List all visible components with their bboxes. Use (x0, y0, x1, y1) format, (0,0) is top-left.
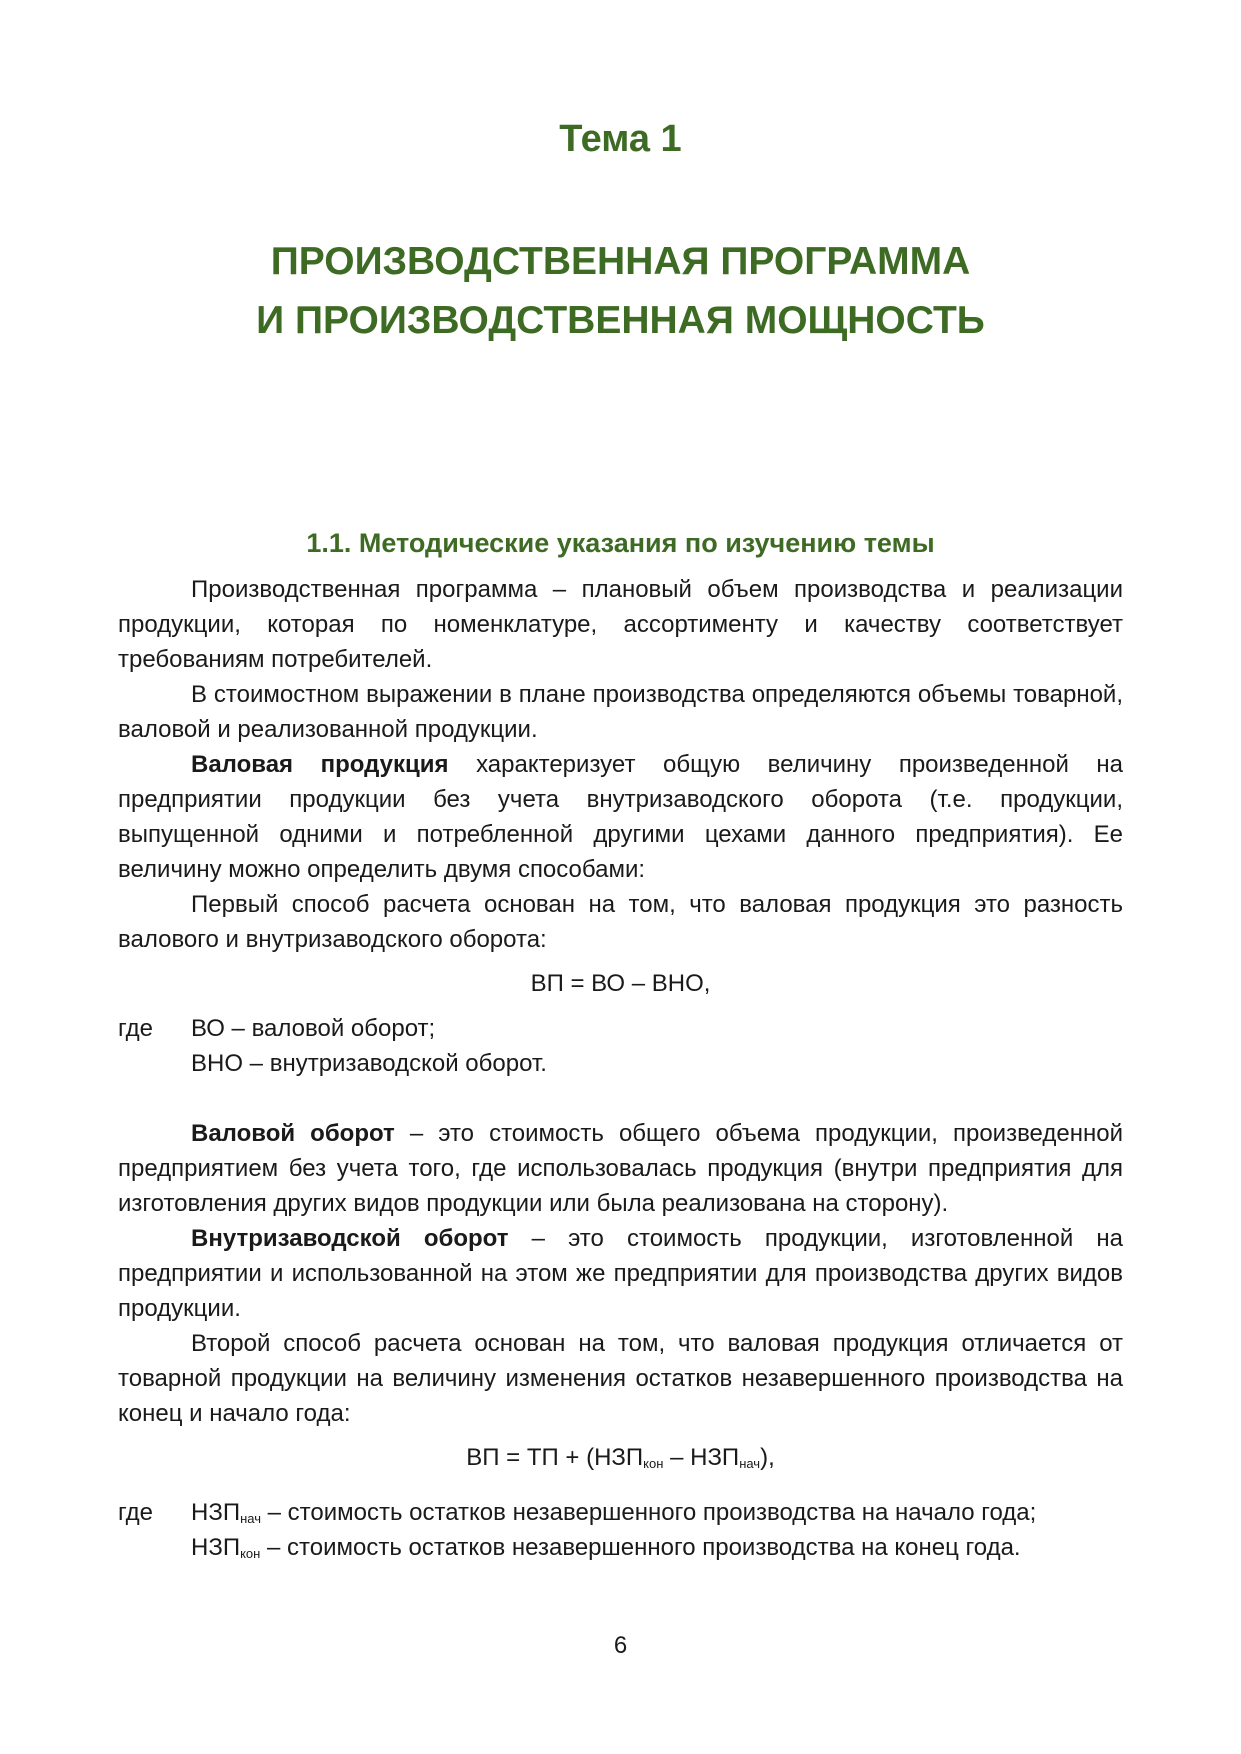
definition-nzp-start (191, 1495, 1036, 1530)
formula-gross-output-1: ВП = ВО – ВНО, (530, 970, 711, 997)
formula-gross-output-2 (118, 1440, 1123, 1475)
definition-nzp-end (191, 1530, 1021, 1565)
formula-2-part: ), (760, 1444, 775, 1471)
formula-2-part: ВП = ТП + (НЗП (466, 1444, 644, 1471)
chapter-title-line-1: ПРОИЗВОДСТВЕННАЯ ПРОГРАММА (270, 240, 971, 283)
paragraph-intra-turnover-text: – это стоимость продукции, изготовленной на предприятии и использованной на этом же предприятии для производства других видов продукции. (118, 1225, 1123, 1322)
paragraph-gross-turnover-text: – это стоимость общего объема продукции, произведенной предприятием без учета того, где использовалась продукция (внутри предприятия для изготовления других видов продукции или была реализована на сторону). (118, 1120, 1123, 1217)
where-label: где (118, 1499, 154, 1526)
formula-2-part: – НЗП (663, 1444, 740, 1471)
definitions-formula-2 (118, 1495, 1123, 1565)
where-label: где (118, 1015, 154, 1042)
paragraph-first-method: Первый способ расчета основан на том, что валовая продукция это разность валового и внутризаводского оборота: (118, 891, 1123, 953)
definition-vno: ВНО – внутризаводской оборот. (191, 1050, 547, 1077)
paragraph-gross-turnover (118, 1116, 1123, 1221)
nzp-subscript: нач (240, 1511, 261, 1526)
term-gross-turnover: Валовой оборот (191, 1120, 395, 1147)
paragraph-gross-output (118, 747, 1123, 887)
paragraph-intra-turnover (118, 1221, 1123, 1326)
nzp-subscript: кон (240, 1546, 261, 1561)
chapter-title (0, 232, 1241, 350)
formula-2-subscript: нач (739, 1456, 761, 1471)
nzp-symbol: НЗП (191, 1534, 241, 1561)
definition-vo: ВО – валовой оборот; (191, 1015, 436, 1042)
paragraph-second-method: Второй способ расчета основан на том, что валовая продукция отличается от товарной продукции на величину изменения остатков незавершенного производства на конец и начало года: (118, 1330, 1123, 1427)
definition-text: – стоимость остатков незавершенного производства на конец года. (260, 1534, 1021, 1561)
paragraph-gross-output-text: характеризует общую величину произведенной на предприятии продукции без учета внутризаводского оборота (т.е. продукции, выпущенной одними и потребленной другими цехами данного предприятия). Ее величину можно определить двумя способами: (118, 751, 1124, 883)
page-number: 6 (613, 1632, 628, 1659)
section-title: 1.1. Методические указания по изучению темы (306, 528, 935, 558)
theme-title: Тема 1 (559, 118, 682, 160)
definition-text: – стоимость остатков незавершенного производства на начало года; (260, 1499, 1037, 1526)
definitions-formula-1 (118, 1011, 1123, 1081)
chapter-title-line-2: И ПРОИЗВОДСТВЕННАЯ МОЩНОСТЬ (256, 299, 985, 342)
paragraph-production-program: Производственная программа – плановый объем производства и реализации продукции, которая по номенклатуре, ассортименту и качеству соответствует требованиям потребителей. (118, 576, 1123, 673)
paragraph-cost-expression: В стоимостном выражении в плане производства определяются объемы товарной, валовой и реализованной продукции. (118, 681, 1123, 743)
formula-2-subscript: кон (643, 1456, 664, 1471)
nzp-symbol: НЗП (191, 1499, 241, 1526)
term-intra-turnover: Внутризаводской оборот (191, 1225, 509, 1252)
term-gross-output: Валовая продукция (191, 751, 449, 778)
